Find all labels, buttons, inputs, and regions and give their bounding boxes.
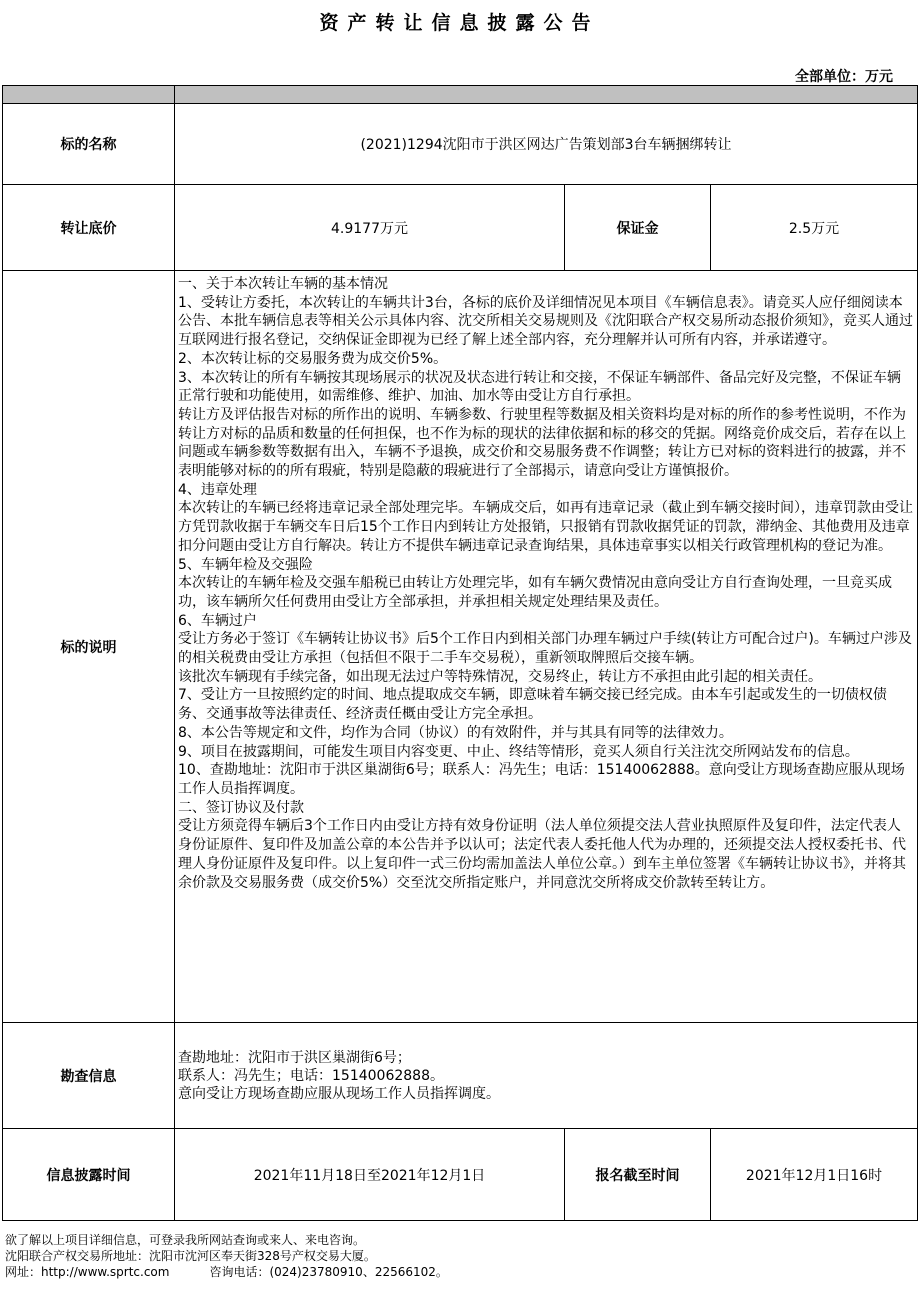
footer-website[interactable]: 网址：http://www.sprtc.com	[5, 1265, 170, 1279]
footer	[5, 1232, 448, 1280]
deadline-label: 报名截至时间	[565, 1129, 711, 1221]
inspection-label: 勘查信息	[3, 1023, 175, 1129]
desc-line: 3、本次转让的所有车辆按其现场展示的状况及状态进行转让和交接，不保证车辆部件、备品完好及完整，不保证车辆正常行驶和功能使用，如需维修、维护、加油、加水等由受让方自行承担。	[178, 369, 901, 405]
desc-line: 受让方务必于签订《车辆转让协议书》后5个工作日内到相关部门办理车辆过户手续(转让方可配合过户)。车辆过户涉及的相关税费由受让方承担（包括但不限于二手车交易税），重新领取牌照后交接车辆。	[178, 631, 912, 667]
deposit-value: 2.5万元	[711, 185, 918, 271]
desc-line: 受让方须竞得车辆后3个工作日内由受让方持有效身份证明（法人单位须提交法人营业执照原件及复印件，法定代表人身份证原件、复印件及加盖公章的本公告并予以认可；法定代表人委托他人代为办理的，还须提交法人授权委托书、代理人身份证原件及复印件。以上复印件一式三份均需加盖法人单位公章。）到车主单位签署《车辆转让协议书》，并将其余价款及交易服务费（成交价5%）交至沈交所指定账户，并同意沈交所将成交价款转至转让方。	[178, 818, 906, 891]
unit-note: 全部单位：万元	[795, 69, 893, 85]
desc-line: 2、本次转让标的交易服务费为成交价5%。	[178, 350, 448, 367]
desc-line: 9、项目在披露期间，可能发生项目内容变更、中止、终结等情形，竞买人须自行关注沈交所网站发布的信息。	[178, 743, 859, 760]
desc-line: 本次转让的车辆已经将违章记录全部处理完毕。车辆成交后，如再有违章记录（截止到车辆交接时间），违章罚款由受让方凭罚款收据于车辆交车日后15个工作日内到转让方处报销，只报销有罚款收据凭证的罚款，滞纳金、其他费用及违章扣分问题由受让方自行解决。转让方不提供车辆违章记录查询结果，具体违章事实以相关行政管理机构的登记为准。	[178, 500, 913, 554]
price-value: 4.9177万元	[175, 185, 565, 271]
desc-line: 转让方及评估报告对标的所作出的说明、车辆参数、行驶里程等数据及相关资料均是对标的所作的参考性说明，不作为转让方对标的品质和数量的任何担保，也不作为标的现状的法律依据和标的移交的凭据。网络竞价成交后，若存在以上问题或车辆参数等数据有出入，车辆不予退换，成交价和交易服务费不作调整；转让方已对标的资料进行的披露，并不表明能够对标的的所有瑕疵，特别是隐蔽的瑕疵进行了全部揭示，请意向受让方谨慎报价。	[178, 406, 906, 480]
disclosure-table	[2, 85, 918, 1221]
desc-line: 1、受转让方委托，本次转让的车辆共计3台，各标的底价及详细情况见本项目《车辆信息表》。请竞买人应仔细阅读本公告、本批车辆信息表等相关公示具体内容、沈交所相关交易规则及《沈阳联合产权交易所动态报价须知》，竞买人通过互联网进行报名登记，交纳保证金即视为已经了解上述全部内容，充分理解并认可所有内容，并承诺遵守。	[178, 294, 913, 349]
desc-line: 4、违章处理	[178, 481, 257, 498]
footer-contact	[5, 1264, 448, 1280]
desc-line: 该批次车辆现有手续完备，如出现无法过户等特殊情况，交易终止，转让方不承担由此引起的相关责任。	[178, 668, 822, 685]
period-label: 信息披露时间	[3, 1129, 175, 1221]
footer-phone: 咨询电话：(024)23780910、22566102。	[209, 1265, 448, 1279]
deadline-value: 2021年12月1日16时	[711, 1129, 918, 1221]
desc-line: 二、签订协议及付款	[178, 799, 304, 816]
page-title: 资产转让信息披露公告	[319, 12, 600, 34]
inspection-line: 查勘地址：沈阳市于洪区巢湖街6号；	[178, 1049, 411, 1066]
footer-line: 欲了解以上项目详细信息，可登录我所网站查询或来人、来电咨询。	[5, 1233, 366, 1247]
header-cell-left	[3, 86, 175, 104]
deposit-label: 保证金	[565, 185, 711, 271]
inspection-content	[175, 1023, 918, 1129]
desc-line: 5、车辆年检及交强险	[178, 556, 313, 573]
desc-line: 一、关于本次转让车辆的基本情况	[178, 276, 388, 292]
desc-line: 8、本公告等规定和文件，均作为合同（协议）的有效附件，并与其具有同等的法律效力。	[178, 724, 733, 741]
footer-address: 沈阳联合产权交易所地址：沈阳市沈河区奉天街328号产权交易大厦。	[5, 1249, 376, 1263]
desc-line: 6、车辆过户	[178, 612, 257, 629]
desc-line: 7、受让方一旦按照约定的时间、地点提取成交车辆，即意味着车辆交接已经完成。由本车引起或发生的一切债权债务、交通事故等法律责任、经济责任概由受让方完全承担。	[178, 687, 887, 723]
desc-line: 10、查勘地址：沈阳市于洪区巢湖街6号；联系人：冯先生；电话：15140062888。意向受让方现场查勘应服从现场工作人员指挥调度。	[178, 762, 905, 797]
inspection-line: 联系人：冯先生；电话：15140062888。	[178, 1067, 444, 1084]
description-content	[175, 271, 918, 1023]
header-cell-right	[175, 86, 918, 104]
period-value: 2021年11月18日至2021年12月1日	[175, 1129, 565, 1221]
name-label: 标的名称	[3, 104, 175, 185]
description-label: 标的说明	[3, 271, 175, 1023]
inspection-line: 意向受让方现场查勘应服从现场工作人员指挥调度。	[178, 1085, 500, 1102]
name-value: (2021)1294沈阳市于洪区网达广告策划部3台车辆捆绑转让	[175, 104, 918, 185]
price-label: 转让底价	[3, 185, 175, 271]
desc-line: 本次转让的车辆年检及交强车船税已由转让方处理完毕，如有车辆欠费情况由意向受让方自行查询处理，一旦竞买成功，该车辆所欠任何费用由受让方全部承担，并承担相关规定处理结果及责任。	[178, 575, 892, 610]
